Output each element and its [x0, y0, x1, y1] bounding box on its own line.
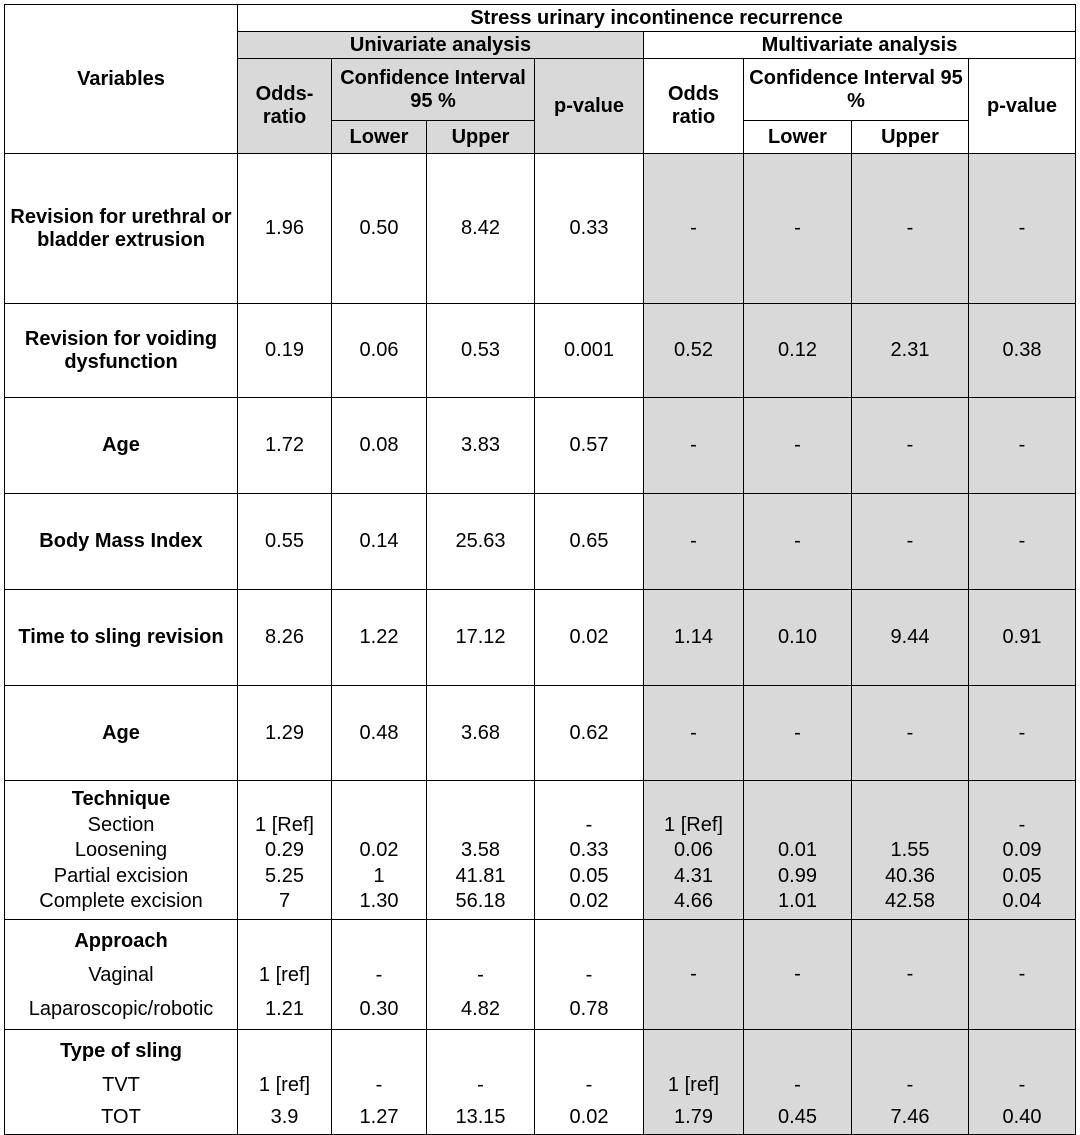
value: 0.04: [1002, 890, 1042, 912]
value: 4.82: [461, 998, 500, 1020]
uni-pvalue: 0.02: [535, 590, 644, 686]
value: 40.36: [884, 864, 936, 887]
header-variables: Variables: [5, 5, 238, 154]
multi-pvalue: 0.91: [969, 590, 1076, 686]
value: [854, 813, 966, 839]
value: -: [1018, 1073, 1026, 1096]
value: 1.21: [265, 998, 304, 1020]
value: 7.46: [890, 1105, 930, 1128]
approach-multi-lower: -: [744, 919, 852, 1029]
technique-item-label: Loosening: [74, 839, 168, 861]
header-uni-lower: Lower: [332, 121, 427, 154]
header-uni-pvalue: p-value: [535, 59, 644, 154]
row-label: Age: [5, 686, 238, 781]
sling-item-label: TVT: [102, 1073, 140, 1096]
approach-row: [5, 919, 1076, 1029]
multi-upper: -: [852, 686, 969, 781]
value: 1.27: [359, 1105, 399, 1128]
uni-odds-ratio: 0.19: [238, 304, 332, 398]
uni-lower: 0.14: [332, 494, 427, 590]
uni-upper: 25.63: [427, 494, 535, 590]
value: 0.05: [569, 864, 609, 887]
multi-pvalue: -: [969, 154, 1076, 304]
value: 0.02: [569, 1105, 609, 1128]
technique-multi-pvalue: [969, 781, 1076, 920]
multi-pvalue: 0.38: [969, 304, 1076, 398]
value: -: [477, 964, 484, 986]
sling-title: Type of sling: [60, 1039, 182, 1062]
approach-multi-pvalue: -: [969, 919, 1076, 1029]
sling-item-label: TOT: [101, 1105, 141, 1128]
value: 0.40: [1002, 1105, 1042, 1128]
value: -: [585, 964, 593, 986]
uni-odds-ratio: 8.26: [238, 590, 332, 686]
header-multi-ci: Confidence Interval 95 %: [744, 59, 969, 121]
technique-uni-pvalue: [535, 781, 644, 920]
table-row: [5, 304, 1076, 398]
value: 0.02: [569, 890, 609, 912]
uni-upper: 17.12: [427, 590, 535, 686]
multi-pvalue: -: [969, 686, 1076, 781]
uni-odds-ratio: 0.55: [238, 494, 332, 590]
technique-multi-odds-ratio: [644, 781, 744, 920]
header-multi-odds-ratio: Odds ratio: [644, 59, 744, 154]
uni-lower: 0.06: [332, 304, 427, 398]
value: 4.66: [674, 890, 713, 912]
value: 56.18: [455, 890, 506, 912]
value: 0.78: [569, 998, 609, 1020]
technique-uni-odds-ratio: [238, 781, 332, 920]
table-row: [5, 686, 1076, 781]
value: -: [375, 1073, 383, 1096]
sling-multi-odds-ratio: [644, 1029, 744, 1134]
multi-pvalue: -: [969, 494, 1076, 590]
multi-odds-ratio: 0.52: [644, 304, 744, 398]
value: 1 [ref]: [258, 964, 311, 986]
multi-odds-ratio: -: [644, 154, 744, 304]
sling-uni-odds-ratio: [238, 1029, 332, 1134]
value: 1.30: [359, 890, 399, 912]
multi-pvalue: -: [969, 398, 1076, 494]
value: 1.01: [778, 890, 817, 912]
value: 0.30: [359, 998, 399, 1020]
table-row: [5, 398, 1076, 494]
technique-item-label: Complete excision: [39, 890, 203, 912]
value: 1 [Ref]: [255, 813, 314, 836]
value: -: [477, 1073, 484, 1096]
value: -: [906, 1073, 914, 1096]
multi-odds-ratio: -: [644, 494, 744, 590]
value: 1: [373, 864, 385, 887]
uni-pvalue: 0.57: [535, 398, 644, 494]
value: [746, 813, 849, 839]
value: 3.9: [270, 1105, 299, 1128]
multi-upper: -: [852, 494, 969, 590]
sling-labels: [5, 1029, 238, 1134]
uni-odds-ratio: 1.29: [238, 686, 332, 781]
uni-lower: 1.22: [332, 590, 427, 686]
approach-item-label: Laparoscopic/robotic: [28, 998, 214, 1020]
row-label: Revision for voiding dysfunction: [5, 304, 238, 398]
sling-uni-upper: [427, 1029, 535, 1134]
multi-lower: -: [744, 686, 852, 781]
value: 0.29: [265, 839, 304, 861]
approach-item-label: Vaginal: [88, 964, 154, 986]
multi-lower: -: [744, 154, 852, 304]
table-row: [5, 154, 1076, 304]
header-multi-lower: Lower: [744, 121, 852, 154]
value: -: [585, 813, 593, 836]
uni-lower: 0.08: [332, 398, 427, 494]
multi-lower: 0.12: [744, 304, 852, 398]
multi-odds-ratio: -: [644, 398, 744, 494]
value: 1.79: [674, 1105, 713, 1128]
header-group: Stress urinary incontinence recurrence: [238, 5, 1076, 32]
value: 42.58: [884, 890, 936, 912]
header-multi-pvalue: p-value: [969, 59, 1076, 154]
uni-upper: 3.83: [427, 398, 535, 494]
technique-row: [5, 781, 1076, 920]
uni-pvalue: 0.62: [535, 686, 644, 781]
approach-labels: [5, 919, 238, 1029]
technique-labels: [5, 781, 238, 920]
uni-odds-ratio: 1.72: [238, 398, 332, 494]
results-table-container: [4, 4, 1075, 1128]
technique-item-label: Partial excision: [53, 864, 189, 887]
uni-upper: 0.53: [427, 304, 535, 398]
uni-odds-ratio: 1.96: [238, 154, 332, 304]
row-label: Revision for urethral or bladder extrusion: [5, 154, 238, 304]
value: -: [585, 1073, 593, 1096]
technique-title: Technique: [71, 788, 171, 810]
value: 0.45: [778, 1105, 817, 1128]
value: 0.05: [1002, 864, 1042, 887]
value: 13.15: [455, 1105, 506, 1128]
value: 1.55: [890, 839, 930, 861]
value: -: [1018, 813, 1026, 836]
header-uni-odds-ratio: Odds-ratio: [238, 59, 332, 154]
multi-upper: -: [852, 398, 969, 494]
value: [334, 813, 424, 839]
sling-uni-pvalue: [535, 1029, 644, 1134]
header-uni-ci: Confidence Interval 95 %: [332, 59, 535, 121]
technique-multi-lower: [744, 781, 852, 920]
multi-lower: -: [744, 494, 852, 590]
sling-multi-pvalue: [969, 1029, 1076, 1134]
approach-multi-odds-ratio: -: [644, 919, 744, 1029]
approach-uni-pvalue: [535, 919, 644, 1029]
approach-uni-upper: [427, 919, 535, 1029]
sling-multi-upper: [852, 1029, 969, 1134]
technique-item-label: Section: [87, 813, 155, 836]
approach-uni-odds-ratio: [238, 919, 332, 1029]
header-multi-upper: Upper: [852, 121, 969, 154]
header-uni-upper: Upper: [427, 121, 535, 154]
multi-lower: -: [744, 398, 852, 494]
value: 4.31: [674, 864, 713, 887]
multi-upper: 9.44: [852, 590, 969, 686]
value: [429, 813, 532, 839]
value: 0.02: [359, 839, 399, 861]
value: 5.25: [265, 864, 304, 887]
row-label: Body Mass Index: [5, 494, 238, 590]
technique-uni-upper: [427, 781, 535, 920]
sling-multi-lower: [744, 1029, 852, 1134]
uni-lower: 0.48: [332, 686, 427, 781]
multi-upper: -: [852, 154, 969, 304]
value: 1 [Ref]: [664, 813, 723, 836]
header-multivariate: Multivariate analysis: [644, 32, 1076, 59]
stress-incontinence-table: [4, 4, 1076, 1135]
table-row: [5, 590, 1076, 686]
approach-title: Approach: [74, 930, 168, 952]
table-row: [5, 494, 1076, 590]
row-label: Age: [5, 398, 238, 494]
value: 0.01: [778, 839, 817, 861]
value: 0.99: [778, 864, 817, 887]
technique-uni-lower: [332, 781, 427, 920]
value: -: [794, 1073, 801, 1096]
uni-upper: 8.42: [427, 154, 535, 304]
value: 0.33: [569, 839, 609, 861]
approach-uni-lower: [332, 919, 427, 1029]
uni-pvalue: 0.001: [535, 304, 644, 398]
multi-lower: 0.10: [744, 590, 852, 686]
multi-odds-ratio: 1.14: [644, 590, 744, 686]
value: 0.06: [674, 839, 713, 861]
value: 0.09: [1002, 839, 1042, 861]
uni-pvalue: 0.65: [535, 494, 644, 590]
sling-uni-lower: [332, 1029, 427, 1134]
value: 41.81: [455, 864, 506, 887]
sling-row: [5, 1029, 1076, 1134]
multi-upper: 2.31: [852, 304, 969, 398]
multi-odds-ratio: -: [644, 686, 744, 781]
value: 3.58: [461, 839, 500, 861]
uni-upper: 3.68: [427, 686, 535, 781]
value: 1 [ref]: [667, 1073, 720, 1096]
header-univariate: Univariate analysis: [238, 32, 644, 59]
technique-multi-upper: [852, 781, 969, 920]
row-label: Time to sling revision: [5, 590, 238, 686]
value: 7: [278, 890, 291, 912]
uni-lower: 0.50: [332, 154, 427, 304]
value: -: [375, 964, 383, 986]
uni-pvalue: 0.33: [535, 154, 644, 304]
approach-multi-upper: -: [852, 919, 969, 1029]
value: 1 [ref]: [258, 1073, 311, 1096]
